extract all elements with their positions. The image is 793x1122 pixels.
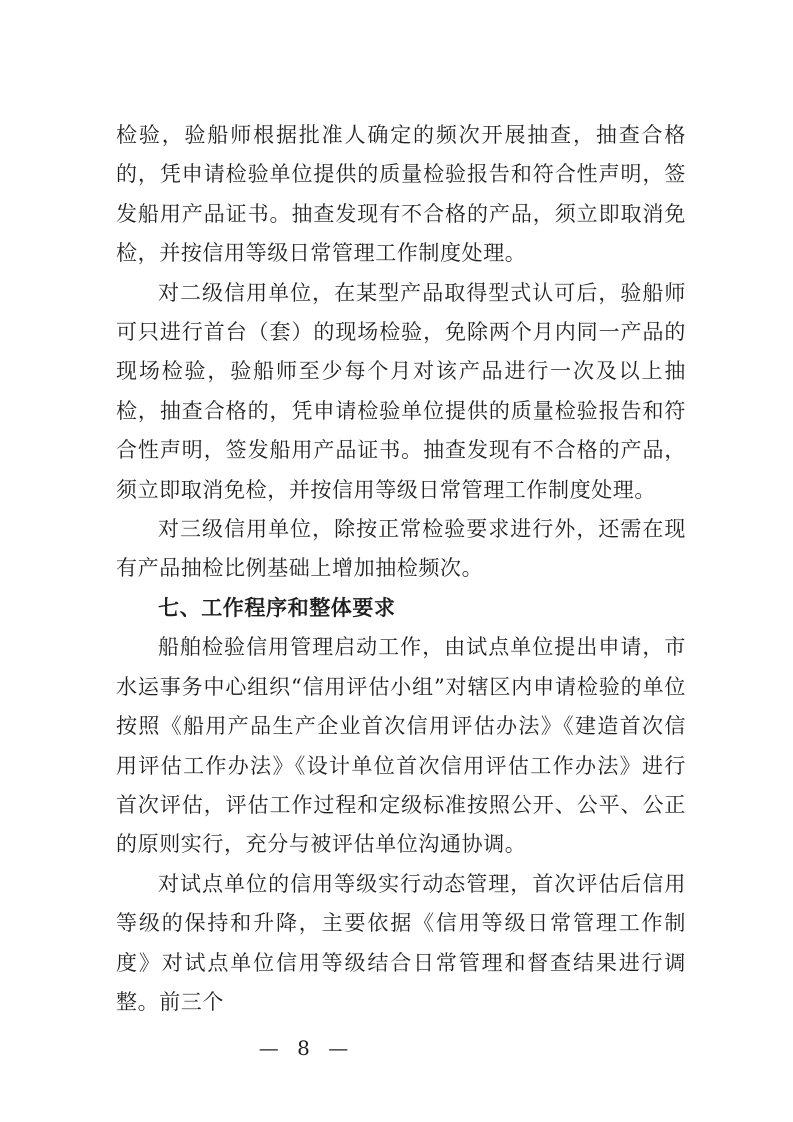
page-number: — 8 — bbox=[258, 1036, 355, 1060]
paragraph-5: 对试点单位的信用等级实行动态管理，首次评估后信用等级的保持和升降，主要依据《信用等级日常管理工作制度》对试点单位信用等级结合日常管理和督查结果进行调整。前三个 bbox=[116, 871, 686, 1014]
paragraph-4: 船舶检验信用管理启动工作，由试点单位提出申请，市水运事务中心组织“信用评估小组”对辖区内申请检验的单位按照《船用产品生产企业首次信用评估办法》《建造首次信用评估工作办法》《设计单位首次信用评估工作办法》进行首次评估，评估工作过程和定级标准按照公开、公平、公正的原则实行，充分与被评估单位沟通协调。 bbox=[116, 635, 686, 857]
paragraph-3: 对三级信用单位，除按正常检验要求进行外，还需在现有产品抽检比例基础上增加抽检频次。 bbox=[116, 517, 686, 581]
paragraph-2: 对二级信用单位，在某型产品取得型式认可后，验船师可只进行首台（套）的现场检验，免除两个月内同一产品的现场检验，验船师至少每个月对该产品进行一次及以上抽检，抽查合格的，凭申请检验单位提供的质量检验报告和符合性声明，签发船用产品证书。抽查发现有不合格的产品，须立即取消免检，并按信用等级日常管理工作制度处理。 bbox=[116, 280, 686, 502]
section-heading: 七、工作程序和整体要求 bbox=[158, 595, 396, 620]
paragraph-1: 检验，验船师根据批准人确定的频次开展抽查，抽查合格的，凭申请检验单位提供的质量检验报告和符合性声明，签发船用产品证书。抽查发现有不合格的产品，须立即取消免检，并按信用等级日常管理工作制度处理。 bbox=[116, 123, 686, 266]
body-text bbox=[116, 116, 686, 1022]
